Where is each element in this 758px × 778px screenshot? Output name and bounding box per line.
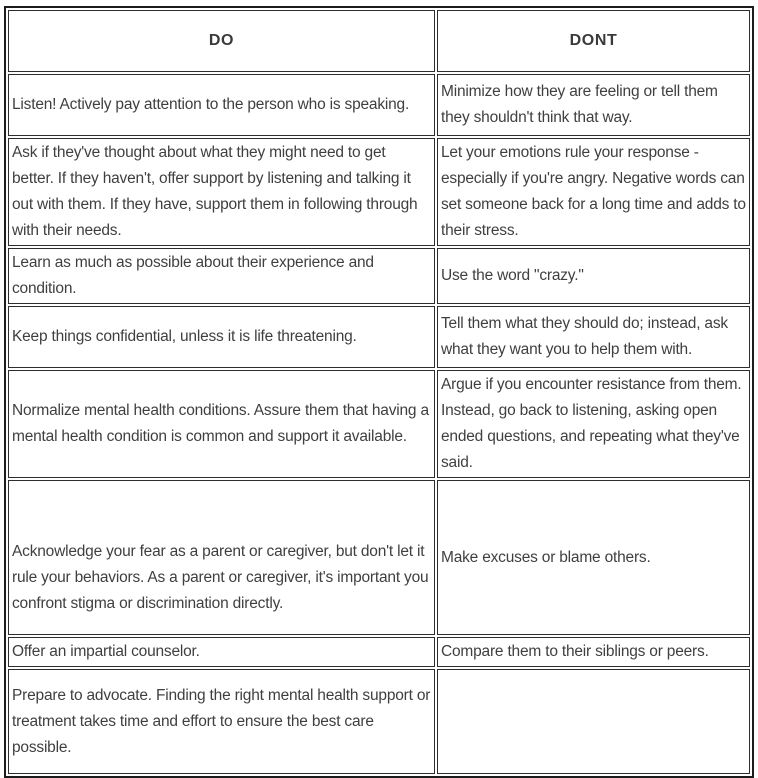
dont-cell: Make excuses or blame others. — [437, 480, 750, 635]
table-row — [8, 637, 750, 667]
column-header-do: DO — [8, 10, 435, 72]
table-row — [8, 480, 750, 635]
table-row — [8, 138, 750, 246]
do-cell: Ask if they've thought about what they might need to get better. If they haven't, offer support by listening and talking it out with them. If they have, support them in following through with their needs. — [8, 138, 435, 246]
table-row — [8, 248, 750, 304]
dont-cell: Compare them to their siblings or peers. — [437, 637, 750, 667]
do-cell: Prepare to advocate. Finding the right mental health support or treatment takes time and effort to ensure the best care possible. — [8, 669, 435, 774]
dont-cell: Let your emotions rule your response - especially if you're angry. Negative words can set someone back for a long time and adds to their stress. — [437, 138, 750, 246]
dont-cell: Tell them what they should do; instead, ask what they want you to help them with. — [437, 306, 750, 368]
do-cell: Normalize mental health conditions. Assure them that having a mental health condition is common and support it available. — [8, 370, 435, 478]
table-row — [8, 669, 750, 774]
do-cell: Keep things confidential, unless it is life threatening. — [8, 306, 435, 368]
do-cell: Learn as much as possible about their experience and condition. — [8, 248, 435, 304]
table-row — [8, 74, 750, 136]
do-cell: Listen! Actively pay attention to the person who is speaking. — [8, 74, 435, 136]
dont-cell: Argue if you encounter resistance from them. Instead, go back to listening, asking open ended questions, and repeating what they've said. — [437, 370, 750, 478]
dont-cell — [437, 669, 750, 774]
dont-cell: Use the word "crazy." — [437, 248, 750, 304]
do-dont-table — [4, 6, 754, 778]
column-header-dont: DONT — [437, 10, 750, 72]
table-row — [8, 370, 750, 478]
header-row — [8, 10, 750, 72]
do-cell: Acknowledge your fear as a parent or caregiver, but don't let it rule your behaviors. As a parent or caregiver, it's important you confront stigma or discrimination directly. — [8, 480, 435, 635]
do-cell: Offer an impartial counselor. — [8, 637, 435, 667]
table-row — [8, 306, 750, 368]
dont-cell: Minimize how they are feeling or tell them they shouldn't think that way. — [437, 74, 750, 136]
